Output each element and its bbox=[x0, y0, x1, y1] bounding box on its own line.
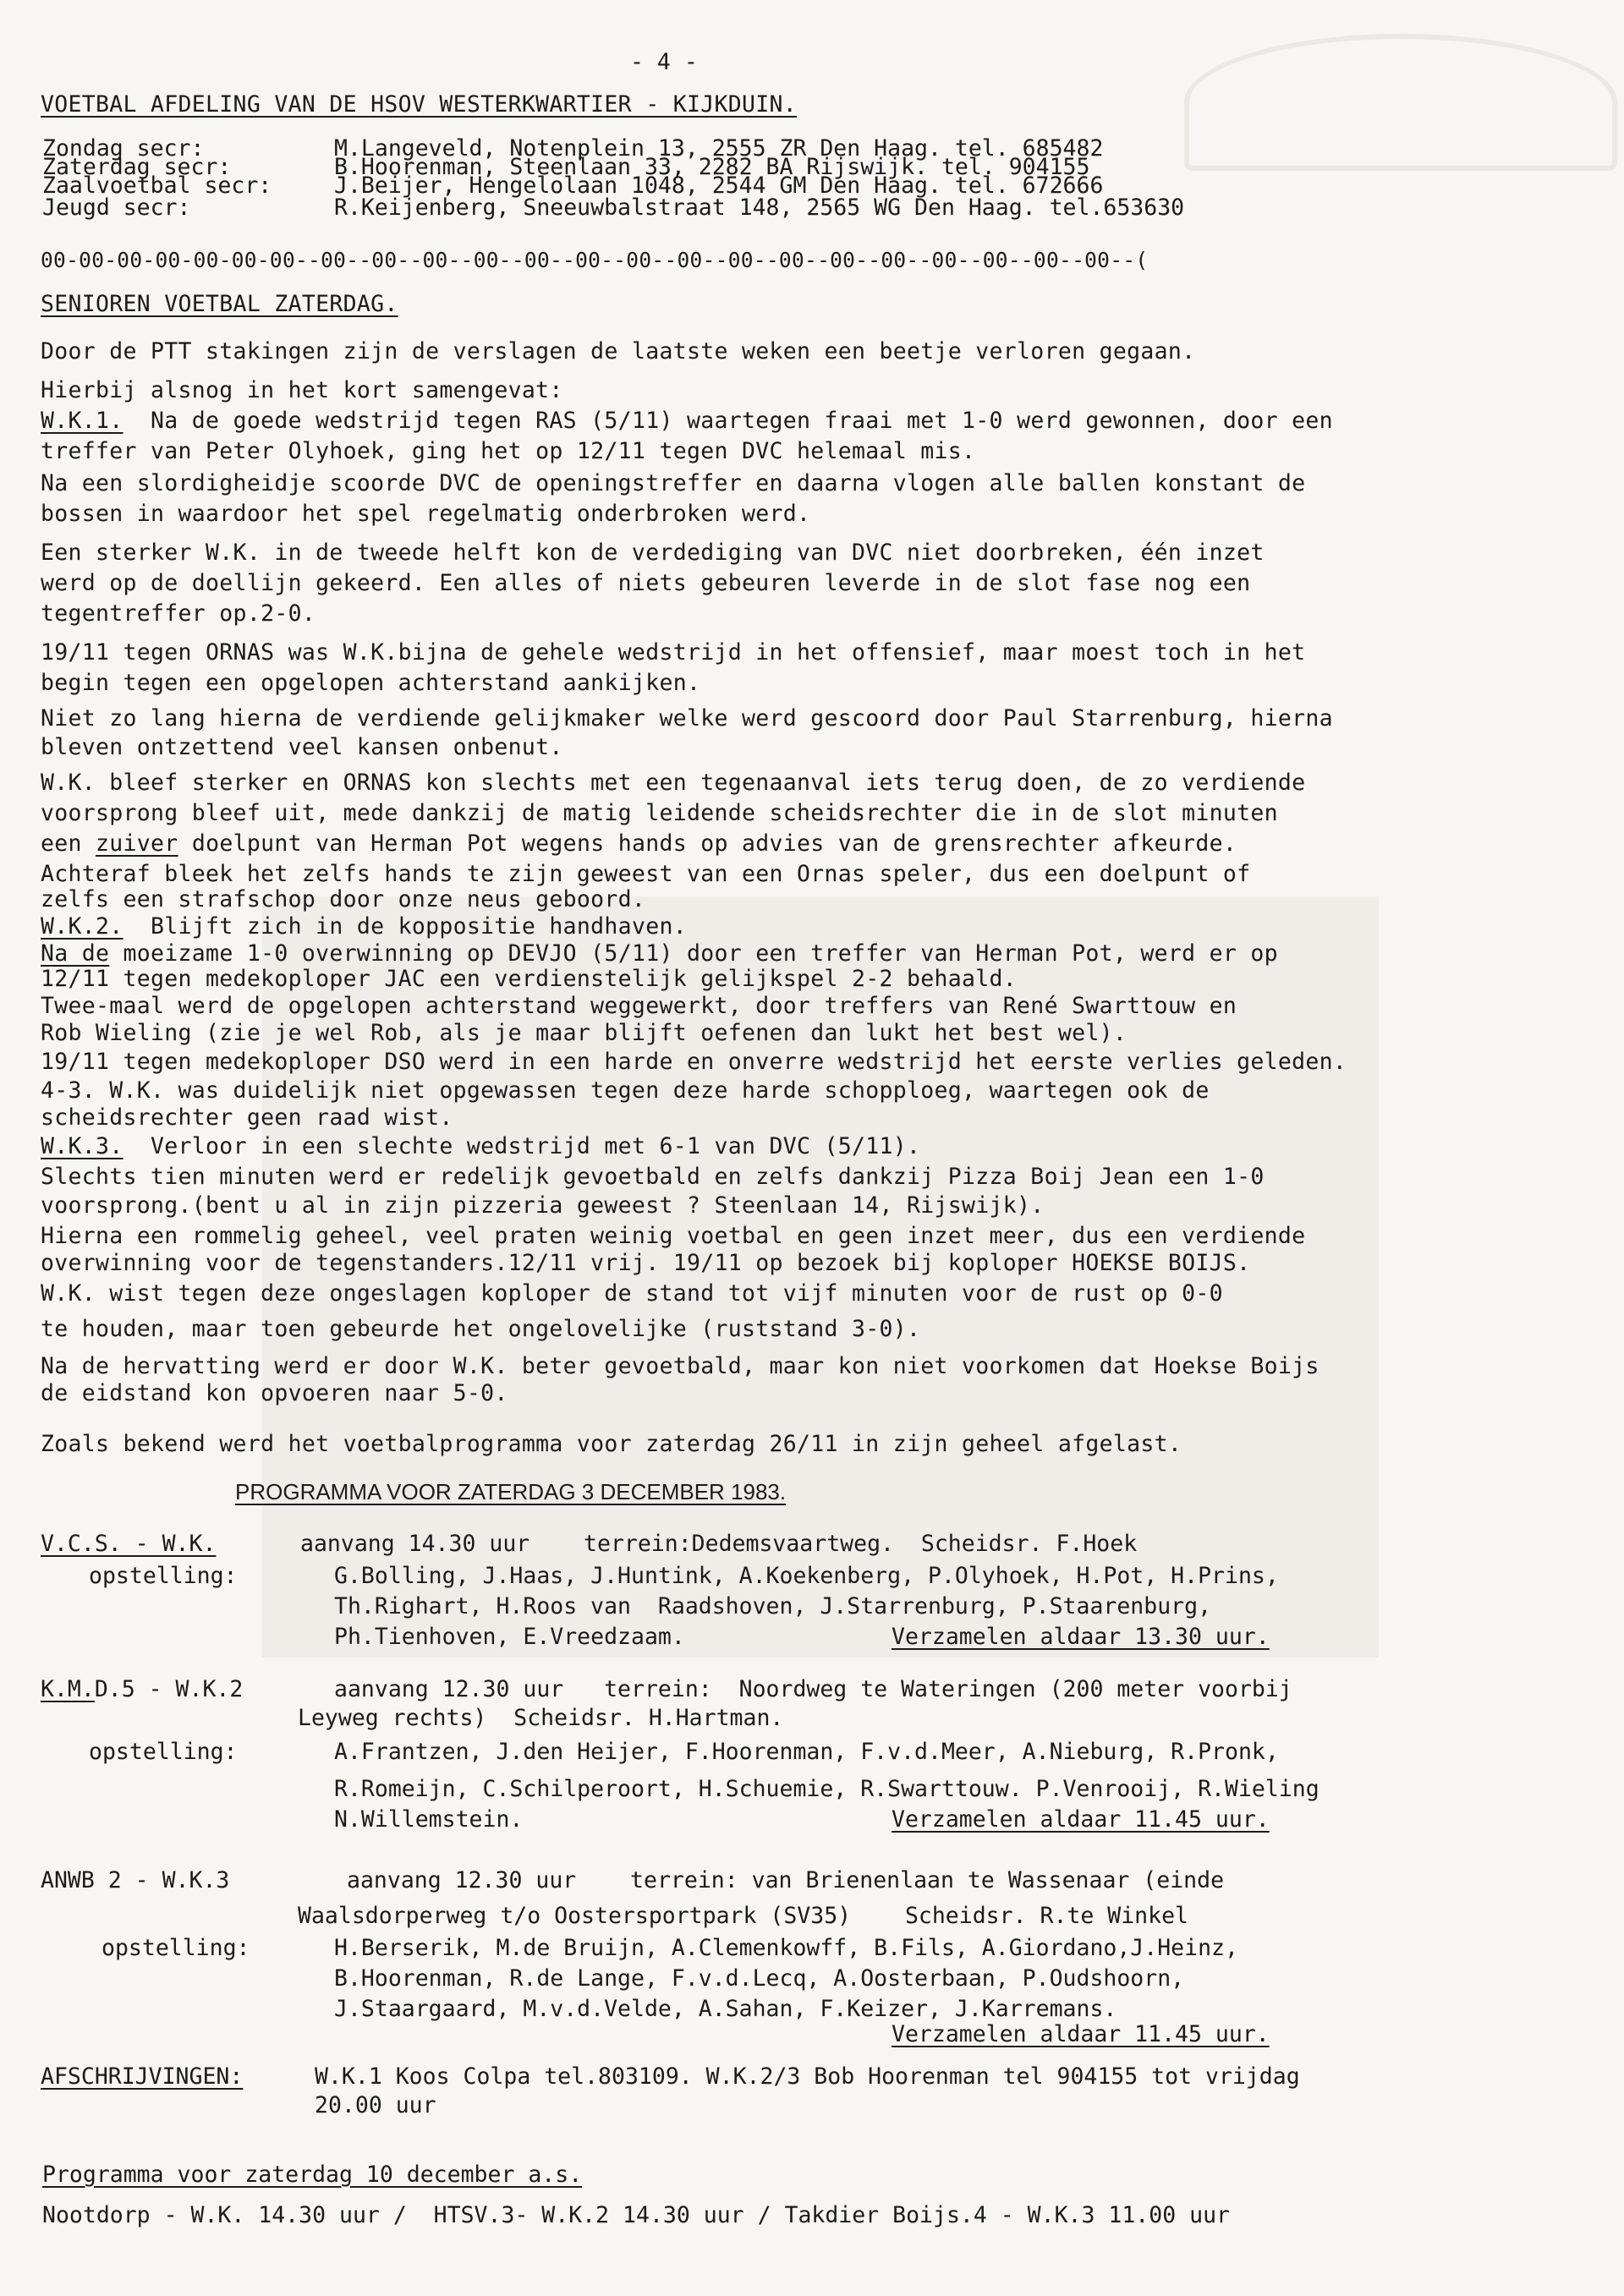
match-info: aanvang 12.30 uur terrein: Noordweg te Wateringen (200 meter voorbij bbox=[334, 1676, 1292, 1702]
match-info: Waalsdorperweg t/o Oostersportpark (SV35) Scheidsr. R.te Winkel bbox=[298, 1903, 1188, 1929]
match-title: K.M.D.5 - W.K.2 bbox=[41, 1676, 244, 1702]
report-line: Een sterker W.K. in de tweede helft kon de verdediging van DVC niet doorbreken, één inzet bbox=[41, 540, 1265, 566]
report-line: bossen in waardoor het spel regelmatig onderbroken werd. bbox=[41, 501, 811, 527]
report-line: Zoals bekend werd het voetbalprogramma voor zaterdag 26/11 in zijn geheel afgelast. bbox=[41, 1431, 1182, 1457]
report-line: overwinning voor de tegenstanders.12/11 vrij. 19/11 op bezoek bij koploper HOEKSE BOIJS. bbox=[41, 1250, 1251, 1276]
contact-details: R.Keijenberg, Sneeuwbalstraat 148, 2565 WG Den Haag. tel.653630 bbox=[334, 195, 1185, 221]
report-line: Na de moeizame 1-0 overwinning op DEVJO (5/11) door een treffer van Herman Pot, werd er op bbox=[41, 940, 1278, 967]
afschrijvingen-text: 20.00 uur bbox=[315, 2092, 436, 2118]
contact-details: B.Hoorenman, Steenlaan 33, 2282 BA Rijswijk. tel. 904155 bbox=[334, 154, 1090, 180]
contact-role: Zaalvoetbal secr: bbox=[42, 173, 272, 199]
lineup-players: N.Willemstein. bbox=[334, 1806, 524, 1833]
match-title: V.C.S. - W.K. bbox=[41, 1531, 217, 1557]
contact-role: Zaterdag secr: bbox=[42, 154, 232, 180]
page-header: VOETBAL AFDELING VAN DE HSOV WESTERKWARTIER - KIJKDUIN. bbox=[41, 91, 797, 118]
report-line: Achteraf bleek het zelfs hands te zijn geweest van een Ornas speler, dus een doelpunt of bbox=[41, 861, 1251, 887]
report-line: Rob Wieling (zie je wel Rob, als je maar blijft oefenen dan lukt het best wel). bbox=[41, 1020, 1127, 1046]
report-line: Slechts tien minuten werd er redelijk gevoetbald en zelfs dankzij Pizza Boij Jean een 1-0 bbox=[41, 1164, 1265, 1190]
report-line: 12/11 tegen medekoploper JAC een verdienstelijk gelijkspel 2-2 behaald. bbox=[41, 966, 1018, 992]
contact-details: J.Beijer, Hengelolaan 1048, 2544 GM Den Haag. tel. 672666 bbox=[334, 173, 1104, 199]
report-line: begin tegen een opgelopen achterstand aankijken. bbox=[41, 670, 701, 696]
report-line: Na de hervatting werd er door W.K. beter gevoetbald, maar kon niet voorkomen dat Hoekse Boijs bbox=[41, 1353, 1320, 1379]
report-line: scheidsrechter geen raad wist. bbox=[41, 1104, 453, 1131]
lineup-players: A.Frantzen, J.den Heijer, F.Hoorenman, F.v.d.Meer, A.Nieburg, R.Pronk, bbox=[334, 1739, 1279, 1765]
lineup-label: opstelling: bbox=[102, 1935, 250, 1961]
lineup-players: H.Berserik, M.de Bruijn, A.Clemenkowff, B.Fils, A.Giordano,J.Heinz, bbox=[334, 1935, 1238, 1961]
report-line: de eidstand kon opvoeren naar 5-0. bbox=[41, 1380, 508, 1406]
meeting-time: Verzamelen aldaar 11.45 uur. bbox=[892, 1806, 1270, 1833]
bleed-through-logo bbox=[1184, 34, 1617, 171]
program-title: PROGRAMMA VOOR ZATERDAG 3 DECEMBER 1983. bbox=[235, 1479, 787, 1504]
afschrijvingen-text: W.K.1 Koos Colpa tel.803109. W.K.2/3 Bob Hoorenman tel 904155 tot vrijdag bbox=[315, 2063, 1300, 2090]
report-line: W.K.3. Verloor in een slechte wedstrijd met 6-1 van DVC (5/11). bbox=[41, 1133, 921, 1159]
lineup-label: opstelling: bbox=[89, 1563, 238, 1589]
meeting-time: Verzamelen aldaar 13.30 uur. bbox=[892, 1624, 1270, 1650]
match-info: aanvang 12.30 uur terrein: van Brienenlaan te Wassenaar (einde bbox=[347, 1867, 1225, 1893]
team-label-wk1: W.K.1. bbox=[41, 408, 123, 434]
contact-role: Zondag secr: bbox=[42, 135, 205, 162]
report-line: Door de PTT stakingen zijn de verslagen de laatste weken een beetje verloren gegaan. bbox=[41, 338, 1196, 364]
match-title: ANWB 2 - W.K.3 bbox=[41, 1867, 230, 1893]
report-line: 19/11 tegen ORNAS was W.K.bijna de gehele wedstrijd in het offensief, maar moest toch in het bbox=[41, 639, 1306, 666]
lineup-players: R.Romeijn, C.Schilperoort, H.Schuemie, R.Swarttouw. P.Venrooij, R.Wieling bbox=[334, 1776, 1320, 1802]
page-number: - 4 - bbox=[630, 49, 698, 75]
lineup-players: G.Bolling, J.Haas, J.Huntink, A.Koekenberg, P.Olyhoek, H.Pot, H.Prins, bbox=[334, 1563, 1279, 1589]
report-line: zelfs een strafschop door onze neus geboord. bbox=[41, 886, 646, 912]
report-line: bleven ontzettend veel kansen onbenut. bbox=[41, 734, 563, 760]
report-line: Na een slordigheidje scoorde DVC de openingstreffer en daarna vlogen alle ballen konstant de bbox=[41, 470, 1306, 496]
contact-details: M.Langeveld, Notenplein 13, 2555 ZR Den Haag. tel. 685482 bbox=[334, 135, 1104, 162]
lineup-label: opstelling: bbox=[89, 1739, 238, 1765]
meeting-time: Verzamelen aldaar 11.45 uur. bbox=[892, 2021, 1270, 2047]
lineup-players: Ph.Tienhoven, E.Vreedzaam. bbox=[334, 1624, 685, 1650]
lineup-players: J.Staargaard, M.v.d.Velde, A.Sahan, F.Keizer, J.Karremans. bbox=[334, 1996, 1117, 2022]
report-line: 19/11 tegen medekoploper DSO werd in een harde en onverre wedstrijd het eerste verlies geleden. bbox=[41, 1049, 1347, 1075]
report-line: tegentreffer op.2-0. bbox=[41, 600, 316, 627]
team-label-wk3: W.K.3. bbox=[41, 1133, 123, 1159]
report-line: treffer van Peter Olyhoek, ging het op 12/11 tegen DVC helemaal mis. bbox=[41, 438, 976, 464]
report-line: W.K. wist tegen deze ongeslagen koploper de stand tot vijf minuten voor de rust op 0-0 bbox=[41, 1280, 1223, 1307]
report-line: Niet zo lang hierna de verdiende gelijkmaker welke werd gescoord door Paul Starrenburg, hierna bbox=[41, 705, 1333, 732]
lineup-players: B.Hoorenman, R.de Lange, F.v.d.Lecq, A.Oosterbaan, P.Oudshoorn, bbox=[334, 1965, 1185, 1992]
report-line: een zuiver doelpunt van Herman Pot wegens hands op advies van de grensrechter afkeurde. bbox=[41, 830, 1237, 857]
report-line: te houden, maar toen gebeurde het ongelovelijke (ruststand 3-0). bbox=[41, 1316, 921, 1342]
section-title: SENIOREN VOETBAL ZATERDAG. bbox=[41, 291, 398, 317]
afschrijvingen-label: AFSCHRIJVINGEN: bbox=[41, 2063, 244, 2090]
report-line: voorsprong.(bent u al in zijn pizzeria geweest ? Steenlaan 14, Rijswijk). bbox=[41, 1192, 1045, 1219]
next-program-title: Programma voor zaterdag 10 december a.s. bbox=[42, 2162, 583, 2188]
report-line: W.K.2. Blijft zich in de koppositie handhaven. bbox=[41, 913, 687, 940]
contact-role: Jeugd secr: bbox=[42, 195, 191, 221]
report-line: Hierbij alsnog in het kort samengevat: bbox=[41, 377, 563, 403]
report-line: 4-3. W.K. was duidelijk niet opgewassen tegen deze harde schopploeg, waartegen ook de bbox=[41, 1077, 1210, 1104]
lineup-players: Th.Righart, H.Roos van Raadshoven, J.Starrenburg, P.Staarenburg, bbox=[334, 1593, 1212, 1619]
report-line: voorsprong bleef uit, mede dankzij de matig leidende scheidsrechter die in de slot minuten bbox=[41, 800, 1278, 826]
next-program-line: Nootdorp - W.K. 14.30 uur / HTSV.3- W.K.2 14.30 uur / Takdier Boijs.4 - W.K.3 11.00 uur bbox=[42, 2202, 1230, 2228]
team-label-wk2: W.K.2. bbox=[41, 913, 123, 940]
report-line: Twee-maal werd de opgelopen achterstand weggewerkt, door treffers van René Swarttouw en bbox=[41, 993, 1237, 1019]
report-line: W.K. bleef sterker en ORNAS kon slechts met een tegenaanval iets terug doen, de zo verdiende bbox=[41, 770, 1306, 796]
underlined-word: zuiver bbox=[96, 830, 178, 857]
report-line: W.K.1. Na de goede wedstrijd tegen RAS (5/11) waartegen fraai met 1-0 werd gewonnen, door een bbox=[41, 408, 1333, 434]
match-info: Leyweg rechts) Scheidsr. H.Hartman. bbox=[298, 1705, 784, 1731]
match-info: aanvang 14.30 uur terrein:Dedemsvaartweg. Scheidsr. F.Hoek bbox=[300, 1531, 1138, 1557]
report-line: Hierna een rommelig geheel, veel praten weinig voetbal en geen inzet meer, dus een verdiende bbox=[41, 1223, 1306, 1249]
report-line: werd op de doellijn gekeerd. Een alles of niets gebeuren leverde in de slot fase nog een bbox=[41, 570, 1251, 596]
separator-line: 00-00-00-00-00-00-00--00--00--00--00--00--00--00--00--00--00--00--00--00--00--00--00--( bbox=[41, 248, 1149, 272]
